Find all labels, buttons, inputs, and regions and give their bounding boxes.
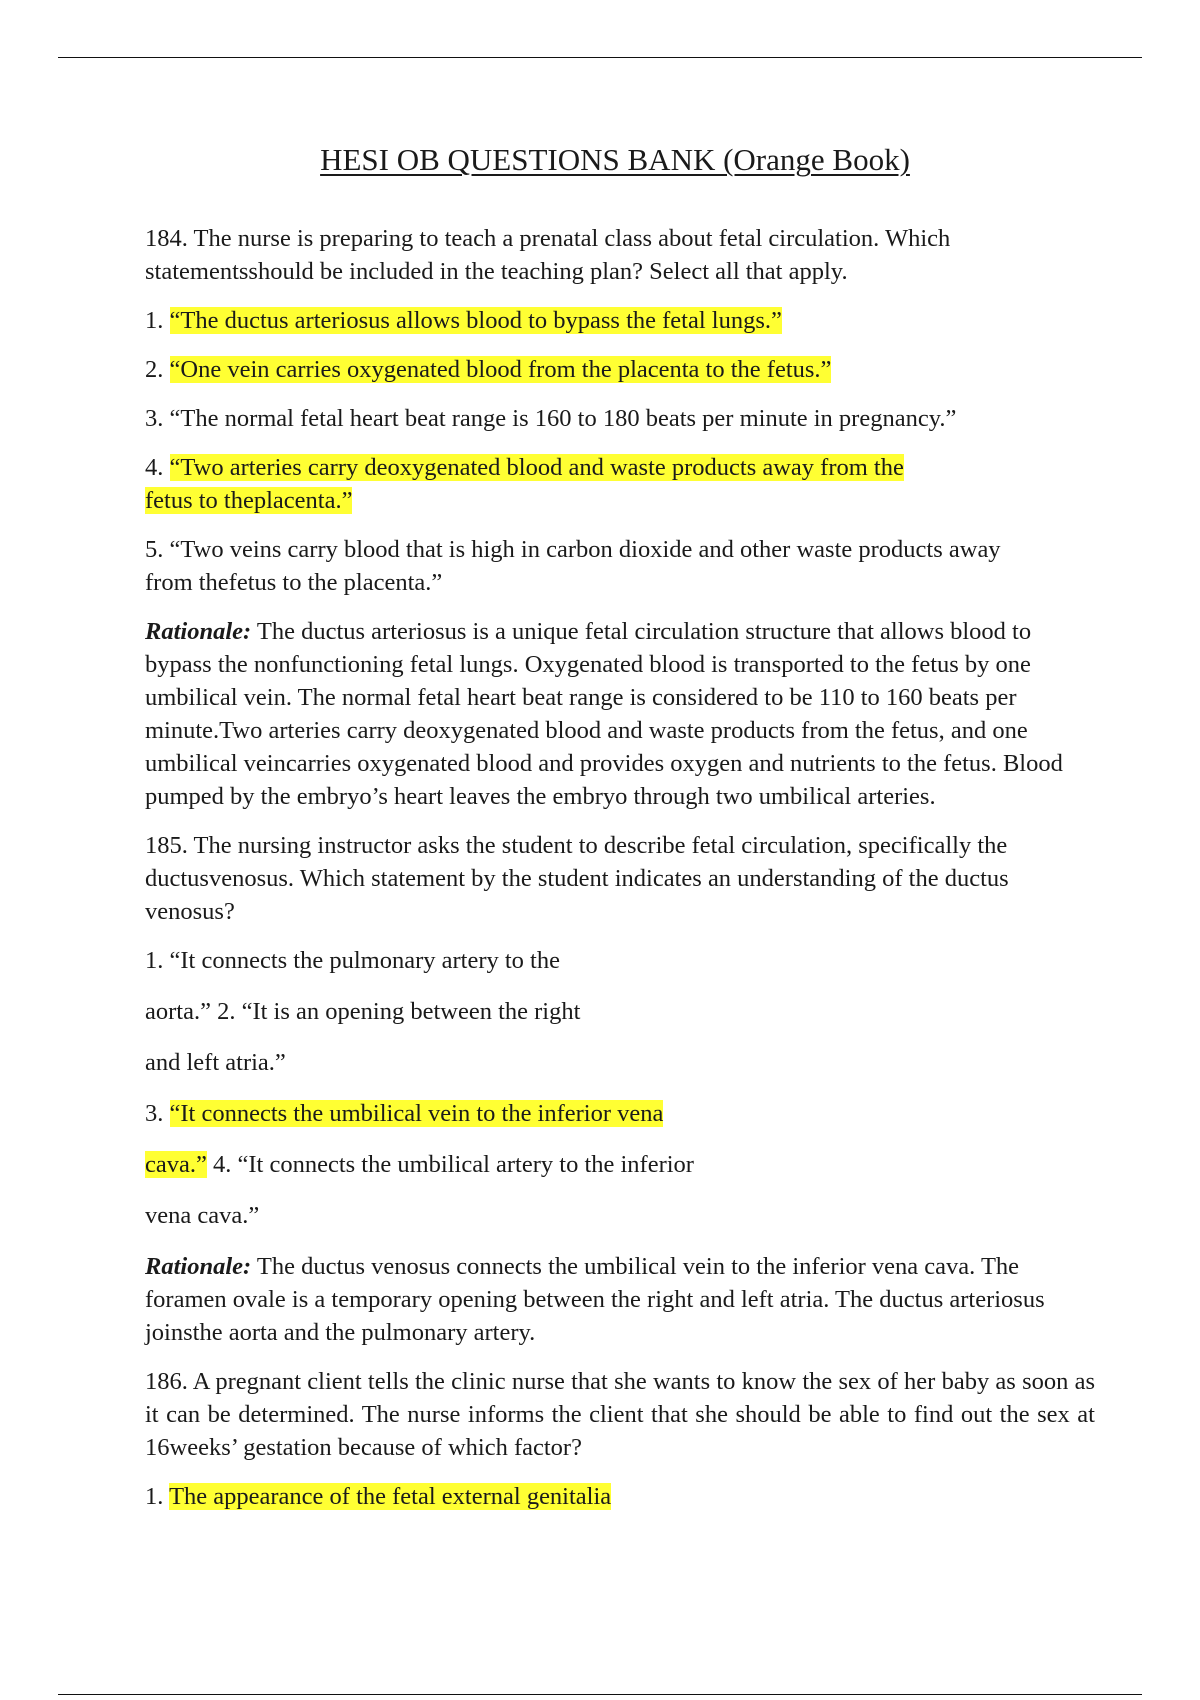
q184-option-1 xyxy=(145,304,1095,337)
rationale-label: Rationale: xyxy=(145,1253,252,1280)
q184-option-2 xyxy=(145,353,1095,386)
option-number: 5. xyxy=(145,536,170,563)
q184-option-5 xyxy=(145,533,1025,599)
q184-rationale xyxy=(145,615,1095,813)
option-number: 1. xyxy=(145,307,170,334)
q185-line-4 xyxy=(145,1097,1095,1130)
option-number: 1. xyxy=(145,1483,170,1510)
rationale-label: Rationale: xyxy=(145,618,252,645)
rationale-text: The ductus venosus connects the umbilical vein to the inferior vena cava. The foramen ovale is a temporary opening between the right and left atria. The ductus arteriosus joinsthe aorta and the pulmonary artery. xyxy=(145,1253,1045,1346)
option-text: “Two veins carry blood that is high in carbon dioxide and other waste products away from thefetus to the placenta.” xyxy=(145,536,1001,596)
option-number: 2. xyxy=(145,356,170,383)
q185-rationale xyxy=(145,1250,1095,1349)
option-number: 3. xyxy=(145,405,170,432)
q185-line-3: and left atria.” xyxy=(145,1049,286,1076)
question-185-stem: 185. The nursing instructor asks the student to describe fetal circulation, specifically the ductusvenosus. Which statement by the student indicates an understanding of the ductus venosus? xyxy=(145,832,1009,925)
option-text-highlighted: “Two arteries carry deoxygenated blood and waste products away from the fetus to theplacenta.” xyxy=(145,454,904,514)
option-number: 4. xyxy=(145,454,170,481)
option-text-highlighted: The appearance of the fetal external genitalia xyxy=(169,1483,612,1510)
question-186-stem: 186. A pregnant client tells the clinic nurse that she wants to know the sex of her baby as soon as it can be determined. The nurse informs the client that she should be able to find out the sex at 16weeks’ gestation because of which factor? xyxy=(145,1368,1095,1461)
option-text: “The normal fetal heart beat range is 160 to 180 beats per minute in pregnancy.” xyxy=(169,405,957,432)
q186-option-1 xyxy=(145,1480,1095,1513)
option-text-highlighted: “One vein carries oxygenated blood from the placenta to the fetus.” xyxy=(169,356,832,383)
q185-line-6: vena cava.” xyxy=(145,1202,260,1229)
q185-line-1: 1. “It connects the pulmonary artery to the xyxy=(145,947,560,974)
option-text-highlighted: “It connects the umbilical vein to the inferior vena xyxy=(169,1100,664,1127)
option-text-highlighted: “The ductus arteriosus allows blood to bypass the fetal lungs.” xyxy=(169,307,782,334)
question-184-stem: 184. The nurse is preparing to teach a prenatal class about fetal circulation. Which statementsshould be included in the teaching plan? Select all that apply. xyxy=(145,225,951,285)
document-title: HESI OB QUESTIONS BANK (Orange Book) xyxy=(320,142,910,177)
top-rule xyxy=(58,57,1142,58)
rationale-text: The ductus arteriosus is a unique fetal circulation structure that allows blood to bypass the nonfunctioning fetal lungs. Oxygenated blood is transported to the fetus by one umbilical vein. The normal fetal heart beat range is considered to be 110 to 160 beats per minute.Two arteries carry deoxygenated blood and waste products from the fetus, and one umbilical veincarries oxygenated blood and provides oxygen and nutrients to the fetus. Blood pumped by the embryo’s heart leaves the embryo through two umbilical arteries. xyxy=(145,618,1063,810)
q185-line-5 xyxy=(145,1148,1095,1181)
q184-option-4 xyxy=(145,451,925,517)
option-number: 3. xyxy=(145,1100,170,1127)
document-page xyxy=(145,140,1095,1529)
option-text: 4. “It connects the umbilical artery to the inferior xyxy=(206,1151,694,1178)
q185-line-2: aorta.” 2. “It is an opening between the right xyxy=(145,998,581,1025)
q184-option-3 xyxy=(145,402,1095,435)
option-text-highlighted: cava.” xyxy=(145,1151,207,1178)
bottom-rule xyxy=(58,1694,1142,1695)
